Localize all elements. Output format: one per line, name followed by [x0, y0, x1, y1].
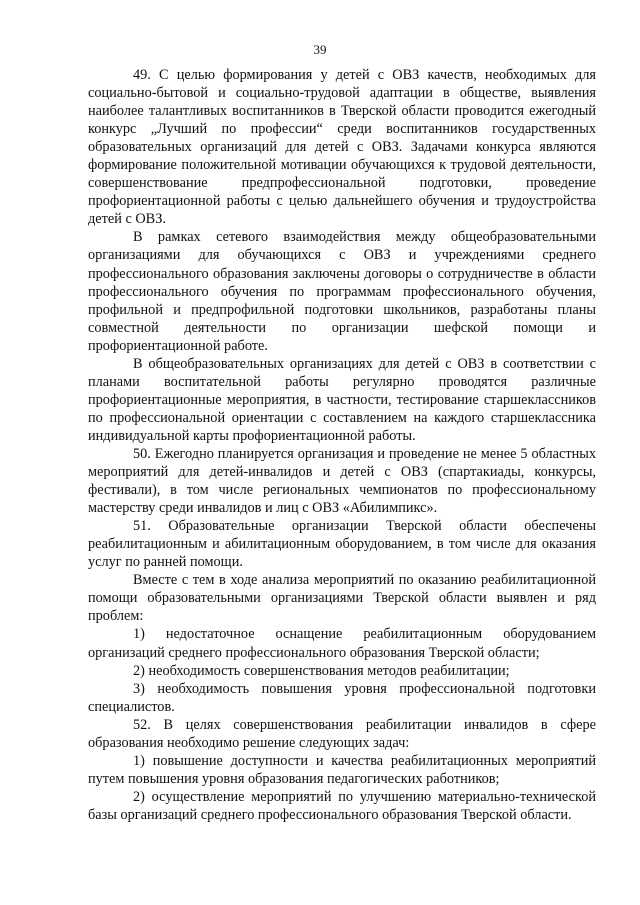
problem-item-3: 3) необходимость повышения уровня профессиональной подготовки специалистов. — [88, 680, 596, 715]
page-number: 39 — [313, 42, 327, 57]
problem-item-1: 1) недостаточное оснащение реабилитационным оборудованием организаций среднего профессионального образования Тверской области; — [88, 626, 596, 661]
problem-item-2: 2) необходимость совершенствования методов реабилитации; — [133, 662, 510, 679]
paragraph-51: 51. Образовательные организации Тверской области обеспечены реабилитационным и абилитационным оборудованием, в том числе для оказания услуг по ранней помощи. — [88, 518, 596, 571]
paragraph-network-cooperation: В рамках сетевого взаимодействия между общеобразовательными организациями для обучающихся с ОВЗ и учреждениями среднего профессионального образования заключены договоры о сотрудничестве в области профессионального обучения по программам профессионального обучения, профильной и предпрофильной подготовки школьников, разработаны планы совместной деятельности по организации шефской помощи и профориентационной работе. — [88, 229, 596, 354]
paragraph-career-guidance: В общеобразовательных организациях для детей с ОВЗ в соответствии с планами воспитательной работы регулярно проводятся различные профориентационные мероприятия, в частности, тестирование старшеклассников по профессиональной ориентации с составлением на каждого старшеклассника индивидуальной карты профориентационной работы. — [88, 355, 596, 444]
document-body — [88, 66, 596, 824]
paragraph-50: 50. Ежегодно планируется организация и проведение не менее 5 областных мероприятий для детей-инвалидов и детей с ОВЗ (спартакиады, конкурсы, фестивали), в том числе региональных чемпионатов по профессиональному мастерству среди инвалидов и лиц с ОВЗ «Абилимпикс». — [88, 445, 596, 517]
paragraph-52: 52. В целях совершенствования реабилитации инвалидов в сфере образования необходимо решение следующих задач: — [88, 716, 596, 751]
task-item-1: 1) повышение доступности и качества реабилитационных мероприятий путем повышения уровня образования педагогических работников; — [88, 752, 596, 787]
paragraph-problems-intro: Вместе с тем в ходе анализа мероприятий по оказанию реабилитационной помощи образовательными организациями Тверской области выявлен и ряд проблем: — [88, 572, 596, 625]
paragraph-49: 49. С целью формирования у детей с ОВЗ качеств, необходимых для социально-бытовой и социально-трудовой адаптации в обществе, выявления наиболее талантливых воспитанников в Тверской области проводится ежегодный конкурс „Лучший по профессии“ среди воспитанников государственных образовательных организаций для детей с ОВЗ. Задачами конкурса являются формирование положительной мотивации обучающихся к трудовой деятельности, совершенствование предпрофессиональной подготовки, проведение профориентационной работы с целью дальнейшего обучения и трудоустройства детей с ОВЗ. — [88, 67, 596, 228]
task-item-2: 2) осуществление мероприятий по улучшению материально-технической базы организаций среднего профессионального образования Тверской области. — [88, 788, 596, 823]
